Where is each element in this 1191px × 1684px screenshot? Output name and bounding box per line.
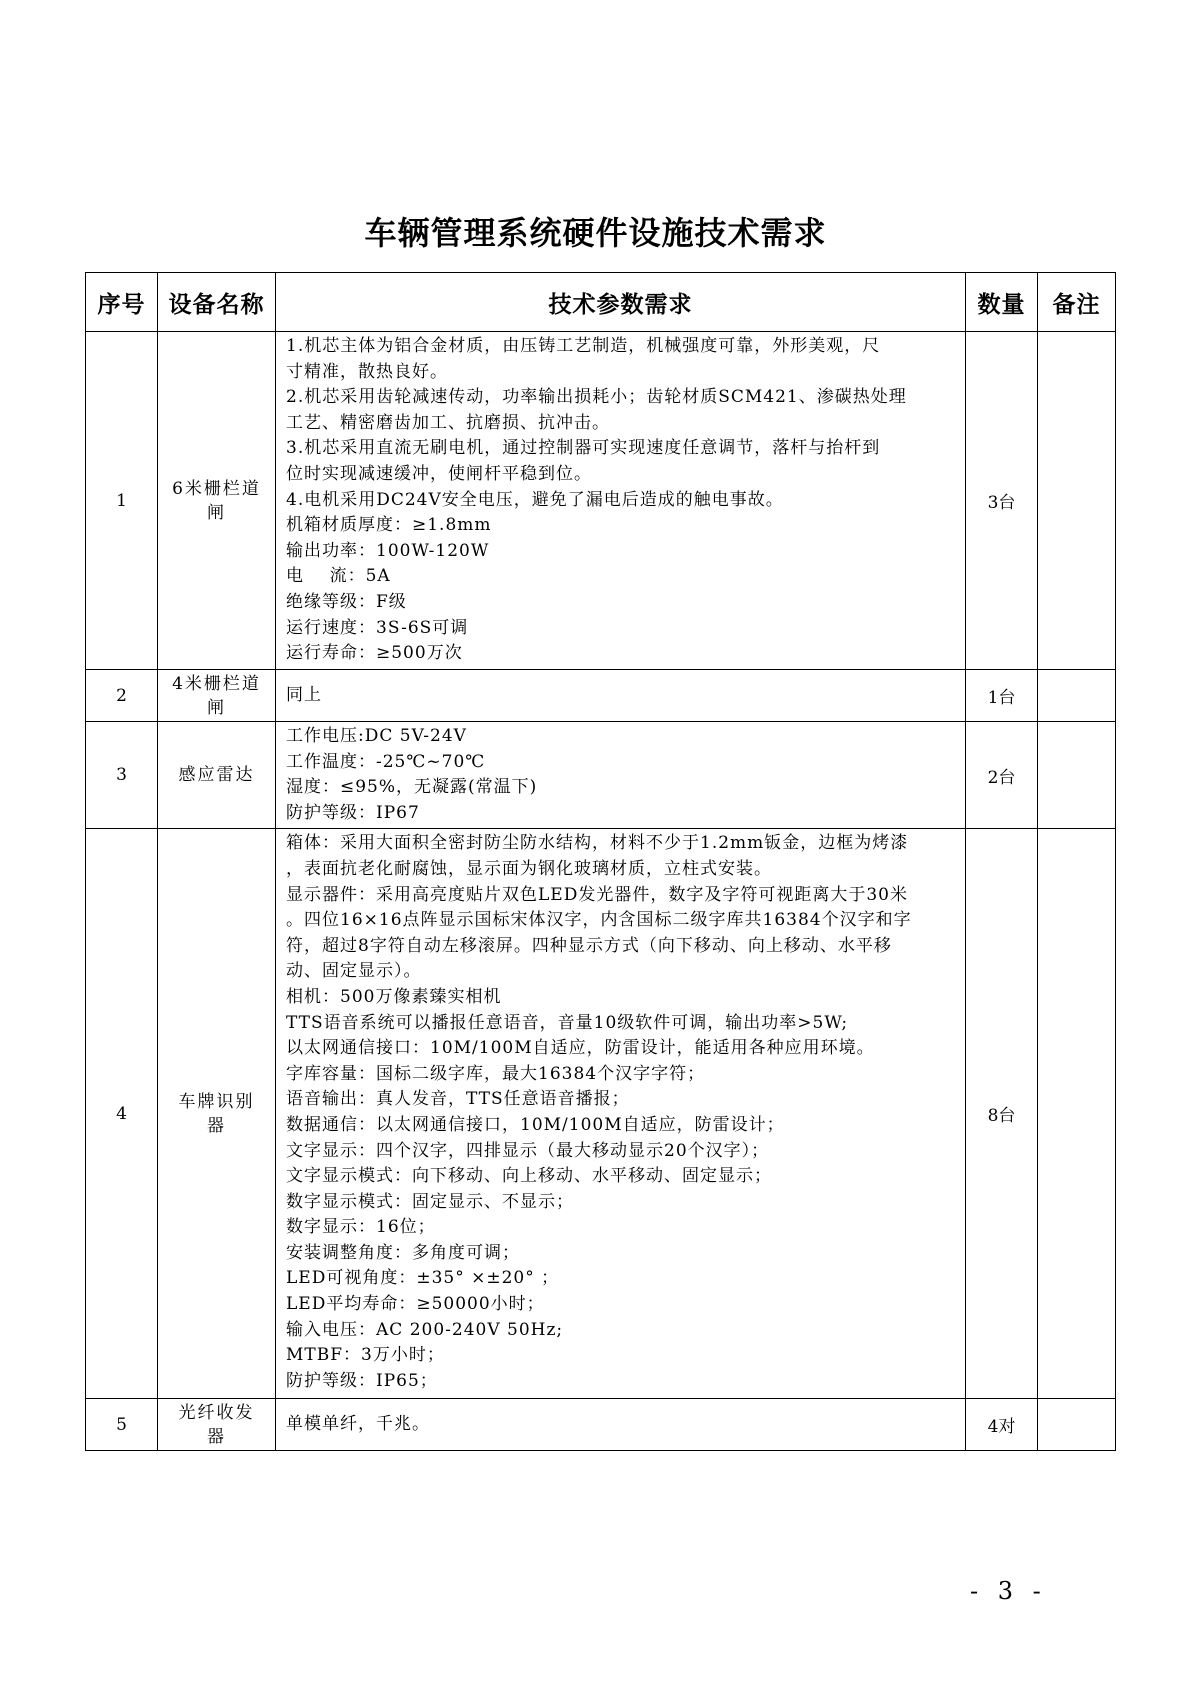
- spec-line: 输入电压：AC 200-240V 50Hz;: [286, 1319, 564, 1340]
- spec-line: 文字显示：四个汉字，四排显示（最大移动显示20个汉字）；: [286, 1140, 770, 1161]
- spec-line: 1.机芯主体为铝合金材质，由压铸工艺制造，机械强度可靠，外形美观，尺: [286, 336, 881, 356]
- table-row: [86, 1399, 1116, 1451]
- device-name-line: 感应雷达: [178, 765, 255, 786]
- spec-line: 位时实现减速缓冲，使闸杆平稳到位。: [286, 463, 592, 484]
- table-row: [86, 670, 1116, 722]
- table-row: [86, 829, 1116, 1399]
- header-index: 序号: [86, 273, 158, 332]
- spec-line: 湿度：≤95%，无凝露(常温下): [286, 777, 538, 798]
- spec-line: 防护等级：IP67: [286, 802, 420, 823]
- spec-line: 2.机芯采用齿轮减速传动，功率输出损耗小；齿轮材质SCM421、渗碳热处理: [286, 387, 907, 408]
- spec-line: 绝缘等级：F级: [286, 591, 407, 612]
- spec-line: LED平均寿命：≥50000小时；: [286, 1294, 545, 1315]
- row-index: 1: [86, 332, 158, 670]
- spec-line: 文字显示模式：向下移动、向上移动、水平移动、固定显示；: [286, 1166, 772, 1187]
- row-index: 5: [86, 1399, 158, 1451]
- device-name-line: 闸: [207, 502, 226, 523]
- spec-line: 数字显示：16位；: [286, 1217, 436, 1238]
- spec-line: LED可视角度：±35° ×±20° ；: [286, 1268, 560, 1289]
- spec-cell: [276, 670, 966, 722]
- remark-cell: [1038, 722, 1116, 829]
- device-name-line: 闸: [207, 697, 226, 718]
- spec-line: 工作电压:DC 5V-24V: [286, 726, 467, 746]
- header-device-name: 设备名称: [158, 273, 276, 332]
- spec-cell: [276, 722, 966, 829]
- quantity-cell: 1台: [966, 670, 1038, 722]
- quantity-cell: 2台: [966, 722, 1038, 829]
- spec-line: 数据通信：以太网通信接口，10M/100M自适应，防雷设计；: [286, 1114, 785, 1135]
- device-name: [158, 722, 276, 829]
- spec-line: TTS语音系统可以播报任意语音，音量10级软件可调，输出功率>5W;: [286, 1012, 849, 1033]
- table-row: [86, 722, 1116, 829]
- spec-line: 同上: [286, 684, 322, 705]
- spec-cell: [276, 332, 966, 670]
- spec-line: 以太网通信接口：10M/100M自适应，防雷设计，能适用各种应用环境。: [286, 1038, 875, 1059]
- requirements-table: [85, 272, 1116, 1451]
- device-name-line: 4米栅栏道: [172, 673, 261, 694]
- spec-line: MTBF：3万小时；: [286, 1345, 445, 1366]
- row-index: 3: [86, 722, 158, 829]
- device-name-line: 6米栅栏道: [172, 478, 261, 499]
- device-name-line: 车牌识别: [178, 1091, 255, 1112]
- spec-line: 安装调整角度：多角度可调；: [286, 1242, 520, 1263]
- spec-line: 。四位16×16点阵显示国标宋体汉字，内含国标二级字库共16384个汉字和字: [286, 910, 912, 931]
- device-name: [158, 332, 276, 670]
- remark-cell: [1038, 829, 1116, 1399]
- spec-line: 数字显示模式：固定显示、不显示；: [286, 1191, 574, 1212]
- header-spec: 技术参数需求: [276, 273, 966, 332]
- device-name: [158, 829, 276, 1399]
- spec-line: ，表面抗老化耐腐蚀，显示面为钢化玻璃材质，立柱式安装。: [286, 858, 772, 879]
- table-row: [86, 332, 1116, 670]
- row-index: 2: [86, 670, 158, 722]
- remark-cell: [1038, 670, 1116, 722]
- spec-line: 字库容量：国标二级字库，最大16384个汉字字符；: [286, 1063, 706, 1084]
- device-name-line: 器: [207, 1115, 226, 1136]
- header-quantity: 数量: [966, 273, 1038, 332]
- spec-line: 4.电机采用DC24V安全电压，避免了漏电后造成的触电事故。: [286, 489, 784, 510]
- spec-line: 动、固定显示）。: [286, 961, 422, 982]
- spec-line: 相机：500万像素臻实相机: [286, 986, 502, 1007]
- table-header-row: [86, 273, 1116, 332]
- spec-line: 输出功率：100W-120W: [286, 540, 490, 561]
- spec-line: 运行寿命：≥500万次: [286, 643, 463, 664]
- spec-line: 机箱材质厚度：≥1.8mm: [286, 515, 492, 536]
- spec-line: 箱体：采用大面积全密封防尘防水结构，材料不少于1.2mm钣金，边框为烤漆: [286, 833, 909, 854]
- spec-cell: [276, 829, 966, 1399]
- quantity-cell: 3台: [966, 332, 1038, 670]
- spec-line: 电 流：5A: [286, 566, 391, 587]
- row-index: 4: [86, 829, 158, 1399]
- spec-line: 语音输出：真人发音，TTS任意语音播报；: [286, 1089, 630, 1110]
- spec-line: 防护等级：IP65；: [286, 1370, 438, 1391]
- spec-line: 寸精准，散热良好。: [286, 361, 448, 382]
- remark-cell: [1038, 332, 1116, 670]
- device-name: [158, 1399, 276, 1451]
- quantity-cell: 4对: [966, 1399, 1038, 1451]
- quantity-cell: 8台: [966, 829, 1038, 1399]
- spec-cell: [276, 1399, 966, 1451]
- spec-line: 单模单纤，千兆。: [286, 1414, 430, 1435]
- page-number: - 3 -: [970, 1577, 1047, 1605]
- page-title: 车辆管理系统硬件设施技术需求: [364, 214, 827, 252]
- spec-line: 符，超过8字符自动左移滚屏。四种显示方式（向下移动、向上移动、水平移: [286, 935, 892, 956]
- spec-line: 显示器件：采用高亮度贴片双色LED发光器件，数字及字符可视距离大于30米: [286, 884, 908, 905]
- device-name-line: 器: [207, 1426, 226, 1447]
- device-name-line: 光纤收发: [178, 1402, 255, 1423]
- spec-line: 工作温度：-25℃~70℃: [286, 751, 486, 772]
- header-remark: 备注: [1038, 273, 1116, 332]
- device-name: [158, 670, 276, 722]
- spec-line: 工艺、精密磨齿加工、抗磨损、抗冲击。: [286, 412, 610, 433]
- spec-line: 3.机芯采用直流无刷电机，通过控制器可实现速度任意调节，落杆与抬杆到: [286, 438, 881, 459]
- remark-cell: [1038, 1399, 1116, 1451]
- spec-line: 运行速度：3S-6S可调: [286, 617, 469, 638]
